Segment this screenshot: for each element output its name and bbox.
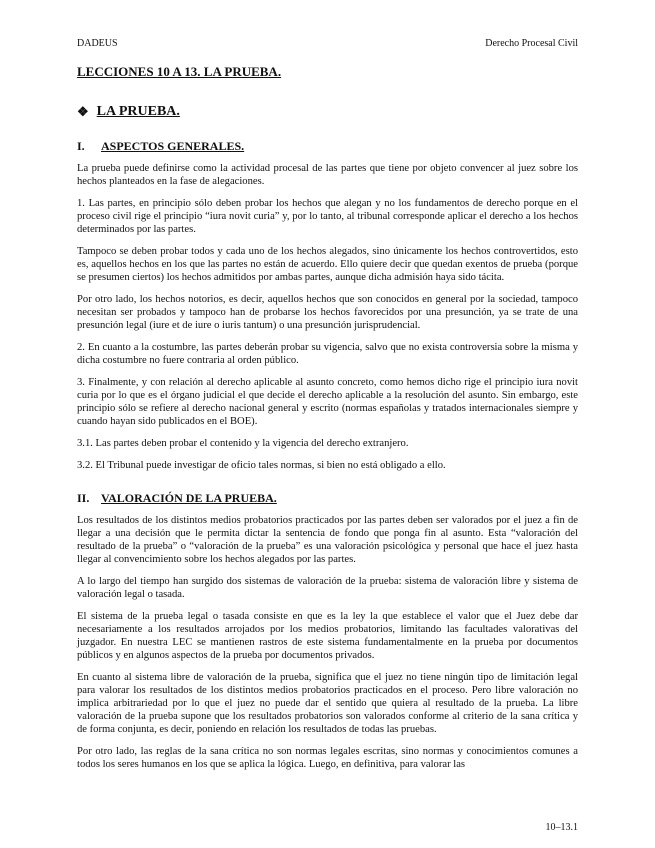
paragraph: Por otro lado, los hechos notorios, es decir, aquellos hechos que son conocidos en general por la sociedad, tampoco necesitan ser probados y tampoco han de probarse los hechos favorecidos por una presunción, ya se trate de una presunción legal (iure et de iure o iuris tantum) o una presunción jurisprudencial. [77,294,578,331]
document-title: LECCIONES 10 A 13. LA PRUEBA. [77,64,282,79]
paragraph: 3.1. Las partes deben probar el contenido y la vigencia del derecho extranjero. [77,438,409,449]
paragraph: En cuanto al sistema libre de valoración de la prueba, significa que el juez no tiene ningún tipo de limitación legal para valorar los resultados de los distintos medios probatorios practicados en el proceso. Pero libre valoración no implica arbitrariedad por lo que el juez no puede dar el sentido que quiera al resultado de la prueba. La libre valoración de la prueba supone que los resultados probatorios son valorados conforme al criterio de la sana crítica y de forma conjunta, es decir, poniendo en relación los resultados de todas las pruebas. [77,672,578,735]
paragraph: Por otro lado, las reglas de la sana crítica no son normas legales escritas, sino normas y conocimientos comunes a todos los seres humanos en los que se aplica la lógica. Luego, en definitiva, para valorar las [77,746,578,770]
running-header [77,38,578,49]
heading-text: VALORACIÓN DE LA PRUEBA. [101,491,277,505]
header-left: DADEUS [77,38,118,49]
diamond-bullet-icon: ❖ [77,104,89,119]
part-aspectos-generales [77,139,578,481]
heading-aspectos-generales [77,139,578,154]
paragraph: El sistema de la prueba legal o tasada consiste en que es la ley la que establece el valor que el Juez debe dar necesariamente a los resultados arrojados por los medios probatorios, limitando las facultades valorativas del juzgador. En nuestra LEC se mantienen rastros de este sistema fundamentalmente en la prueba por documentos públicos y en algunos aspectos de la prueba por documentos privados. [77,611,578,661]
paragraph: 2. En cuanto a la costumbre, las partes deberán probar su vigencia, salvo que no exista controversia sobre la misma y dicha costumbre no fuere contraria al orden público. [77,342,578,366]
part-valoracion-de-la-prueba [77,491,578,780]
heading-valoracion [77,491,578,506]
paragraph: A lo largo del tiempo han surgido dos sistemas de valoración de la prueba: sistema de valoración libre y sistema de valoración legal o tasada. [77,576,578,600]
header-right: Derecho Procesal Civil [485,38,578,49]
paragraph: 1. Las partes, en principio sólo deben probar los hechos que alegan y no los fundamentos de derecho porque en el proceso civil rige el principio “iura novit curia” y, por lo tanto, al tribunal corresponde aplicar el derecho a los hechos determinados por las partes. [77,198,578,235]
paragraph: 3. Finalmente, y con relación al derecho aplicable al asunto concreto, como hemos dicho rige el principio iura novit curia por lo que es el órgano judicial el que decide el derecho aplicable a la resolución del asunto. Sin embargo, este principio sólo se refiere al derecho nacional general y escrito (normas españolas y tratados internacionales siempre y cuando hayan sido publicados en el BOE). [77,377,578,427]
section-title [77,104,180,120]
section-title-text: LA PRUEBA. [96,104,180,119]
paragraph: 3.2. El Tribunal puede investigar de oficio tales normas, si bien no está obligado a ello. [77,460,446,471]
heading-number: I. [77,139,85,153]
heading-number: II. [77,491,90,505]
heading-text: ASPECTOS GENERALES. [101,139,245,153]
page-number: 10–13.1 [545,822,578,833]
paragraph: Tampoco se deben probar todos y cada uno de los hechos alegados, sino únicamente los hechos controvertidos, esto es, aquellos hechos en los que las partes no están de acuerdo. Ello quiere decir que quedan exentos de prueba (porque se presumen ciertos) los hechos admitidos por ambas partes, aunque dicha admisión haya sido tácita. [77,246,578,283]
paragraph: La prueba puede definirse como la actividad procesal de las partes que tiene por objeto convencer al juez sobre los hechos planteados en la fase de alegaciones. [77,163,578,187]
paragraph: Los resultados de los distintos medios probatorios practicados por las partes deben ser valorados por el juez a fin de llegar a una decisión que le permita dictar la sentencia de fondo que ponga fin al asunto. Esta “valoración del resultado de la prueba” o “valoración de la prueba” es una valoración psicológica y personal que hace el juez hasta llegar al convencimiento sobre los hechos alegados por las partes. [77,515,578,565]
